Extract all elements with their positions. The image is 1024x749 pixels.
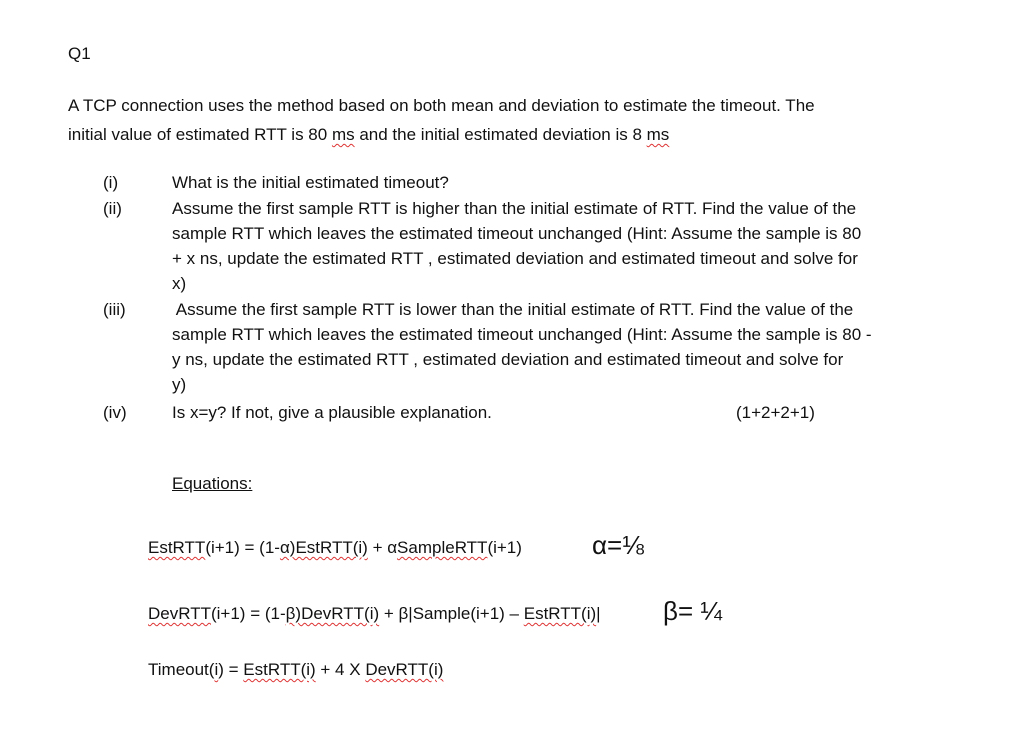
eq-term: i xyxy=(214,660,219,679)
question-intro xyxy=(68,91,948,149)
equation-devrtt xyxy=(148,604,601,624)
intro-line-1: A TCP connection uses the method based on both mean and deviation to estimate the timeout. The xyxy=(68,96,815,115)
eq-term: EstRTT(i) xyxy=(523,604,597,623)
eq-term: (i+1) = (1- xyxy=(205,538,280,557)
item-number: (ii) xyxy=(103,199,122,218)
item-text xyxy=(172,196,962,296)
equation-timeout xyxy=(148,660,443,680)
eq-term: SampleRTT xyxy=(397,538,488,557)
item-line: y ns, update the estimated RTT , estimated deviation and estimated timeout and solve for xyxy=(172,350,844,369)
item-text xyxy=(172,170,962,195)
eq-term: DevRTT xyxy=(148,604,211,623)
eq-term: ) = xyxy=(218,660,244,679)
item-line: Is x=y? If not, give a plausible explanation. xyxy=(172,403,492,422)
question-number: Q1 xyxy=(68,44,91,63)
item-text xyxy=(172,400,962,425)
equations-heading: Equations: xyxy=(172,474,253,493)
alpha-definition: α=⅛ xyxy=(592,530,644,560)
eq-term: Timeout( xyxy=(148,660,215,679)
eq-term: EstRTT xyxy=(148,538,206,557)
item-line: What is the initial estimated timeout? xyxy=(172,173,449,192)
intro-text-a: initial value of estimated RTT is 80 xyxy=(68,125,332,144)
item-line: x) xyxy=(172,274,187,293)
item-line: sample RTT which leaves the estimated timeout unchanged (Hint: Assume the sample is 80 - xyxy=(172,325,872,344)
equation-estrtt xyxy=(148,538,522,558)
eq-term: + 4 X xyxy=(315,660,366,679)
eq-term: β)DevRTT(i) xyxy=(285,604,380,623)
intro-line-2 xyxy=(68,120,948,149)
eq-term: | xyxy=(596,604,601,623)
item-number: (iii) xyxy=(103,300,126,319)
eq-term: (i+1) xyxy=(487,538,522,557)
beta-definition: β= ¼ xyxy=(663,596,723,626)
eq-term: + α xyxy=(367,538,398,557)
unit-ms: ms xyxy=(646,125,670,144)
unit-ms: ms xyxy=(331,125,355,144)
eq-term: (i+1) = (1- xyxy=(210,604,286,623)
item-line: y) xyxy=(172,375,187,394)
item-line: sample RTT which leaves the estimated timeout unchanged (Hint: Assume the sample is 80 xyxy=(172,224,862,243)
eq-term: α)EstRTT(i) xyxy=(279,538,368,557)
item-line: Assume the first sample RTT is higher than the initial estimate of RTT. Find the value of the xyxy=(172,199,857,218)
intro-text-b: and the initial estimated deviation is 8 xyxy=(354,125,647,144)
item-line: Assume the first sample RTT is lower than the initial estimate of RTT. Find the value of the xyxy=(172,300,854,319)
eq-term: EstRTT(i) xyxy=(243,660,316,679)
item-text xyxy=(172,297,962,397)
item-line: + x ns, update the estimated RTT , estimated deviation and estimated timeout and solve for xyxy=(172,249,858,268)
eq-term: DevRTT(i) xyxy=(365,660,444,679)
item-number: (i) xyxy=(103,173,119,192)
item-number: (iv) xyxy=(103,403,127,422)
marks-allocation: (1+2+2+1) xyxy=(736,403,815,422)
eq-term: + β|Sample(i+1) – xyxy=(379,604,524,623)
